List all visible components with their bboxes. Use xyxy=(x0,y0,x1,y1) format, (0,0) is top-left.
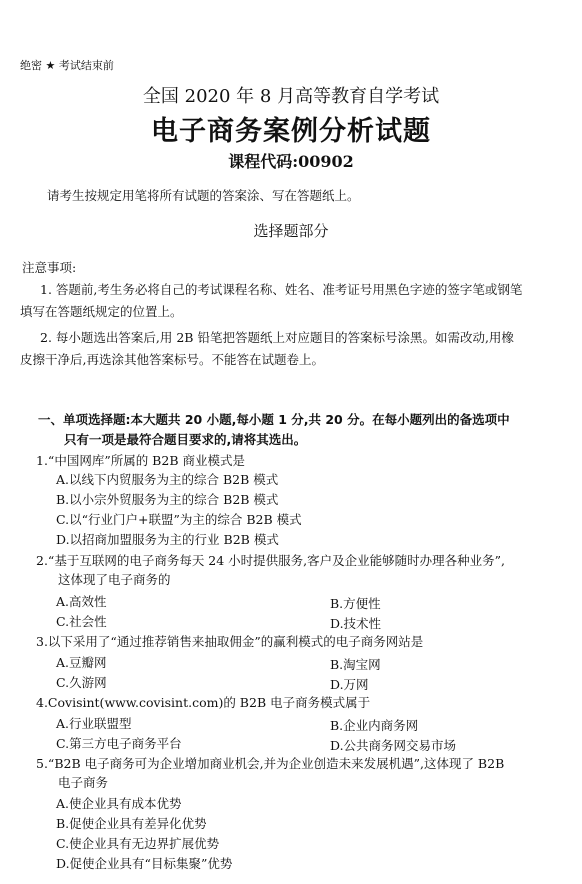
question-4-option-b: B.企业内商务网 xyxy=(330,718,419,733)
question-5-option-a: A.使企业具有成本优势 xyxy=(56,796,182,811)
question-1-option-c: C.以“行业门户+联盟”为主的综合 B2B 模式 xyxy=(56,512,302,527)
note-2-line-1: 2. 每小题选出答案后,用 2B 铅笔把答题纸上对应题目的答案标号涂黑。如需改动,用橡 xyxy=(40,330,514,345)
question-4-option-a: A.行业联盟型 xyxy=(56,716,132,731)
question-1-option-a: A.以线下内贸服务为主的综合 B2B 模式 xyxy=(56,472,279,487)
exam-title: 全国 2020 年 8 月高等教育自学考试 xyxy=(142,86,440,107)
question-2-option-a: A.高效性 xyxy=(56,594,107,609)
question-3-option-c: C.久游网 xyxy=(56,675,107,690)
note-2-line-2: 皮擦干净后,再选涂其他答案标号。不能答在试题卷上。 xyxy=(20,352,324,367)
subject-title: 电子商务案例分析试题 xyxy=(151,116,431,147)
part1-heading-line-1: 一、单项选择题:本大题共 20 小题,每小题 1 分,共 20 分。在每小题列出的备选项中 xyxy=(38,412,510,427)
question-4-stem: 4.Covisint(www.covisint.com)的 B2B 电子商务模式属于 xyxy=(36,695,371,710)
question-3-option-b: B.淘宝网 xyxy=(330,657,381,672)
course-code: 课程代码:00902 xyxy=(228,152,354,171)
question-5-stem-line-2: 电子商务 xyxy=(58,775,109,790)
answer-instruction: 请考生按规定用笔将所有试题的答案涂、写在答题纸上。 xyxy=(47,188,360,203)
question-3-option-d: D.万网 xyxy=(330,677,369,692)
question-4-option-c: C.第三方电子商务平台 xyxy=(56,736,182,751)
question-3-option-a: A.豆瓣网 xyxy=(56,655,107,670)
question-2-option-d: D.技术性 xyxy=(330,616,382,631)
notes-title: 注意事项: xyxy=(22,260,77,275)
question-2-stem-line-1: 2.“基于互联网的电子商务每天 24 小时提供服务,客户及企业能够随时办理各种业务”, xyxy=(36,553,506,568)
question-5-stem-line-1: 5.“B2B 电子商务可为企业增加商业机会,并为企业创造未来发展机遇”,这体现了 B2B xyxy=(36,756,505,771)
question-2-stem-line-2: 这体现了电子商务的 xyxy=(58,572,171,587)
question-5-option-c: C.使企业具有无边界扩展优势 xyxy=(56,836,220,851)
note-1-line-2: 填写在答题纸规定的位置上。 xyxy=(20,304,183,319)
question-1-stem: 1.“中国网库”所属的 B2B 商业模式是 xyxy=(36,453,245,468)
part1-heading-line-2: 只有一项是最符合题目要求的,请将其选出。 xyxy=(64,432,307,447)
question-5-option-b: B.促使企业具有差异化优势 xyxy=(56,816,207,831)
question-5-option-d: D.促使企业具有“目标集聚”优势 xyxy=(56,856,233,871)
note-1-line-1: 1. 答题前,考生务必将自己的考试课程名称、姓名、准考证号用黑色字迹的签字笔或钢笔 xyxy=(40,282,523,297)
section-title: 选择题部分 xyxy=(253,222,329,240)
question-4-option-d: D.公共商务网交易市场 xyxy=(330,738,457,753)
question-1-option-b: B.以小宗外贸服务为主的综合 B2B 模式 xyxy=(56,492,279,507)
secret-mark: 绝密 ★ 考试结束前 xyxy=(20,59,114,72)
question-1-option-d: D.以招商加盟服务为主的行业 B2B 模式 xyxy=(56,532,279,547)
question-2-option-c: C.社会性 xyxy=(56,614,107,629)
question-3-stem: 3.以下采用了“通过推荐销售来抽取佣金”的赢利模式的电子商务网站是 xyxy=(36,634,424,649)
question-2-option-b: B.方便性 xyxy=(330,596,381,611)
